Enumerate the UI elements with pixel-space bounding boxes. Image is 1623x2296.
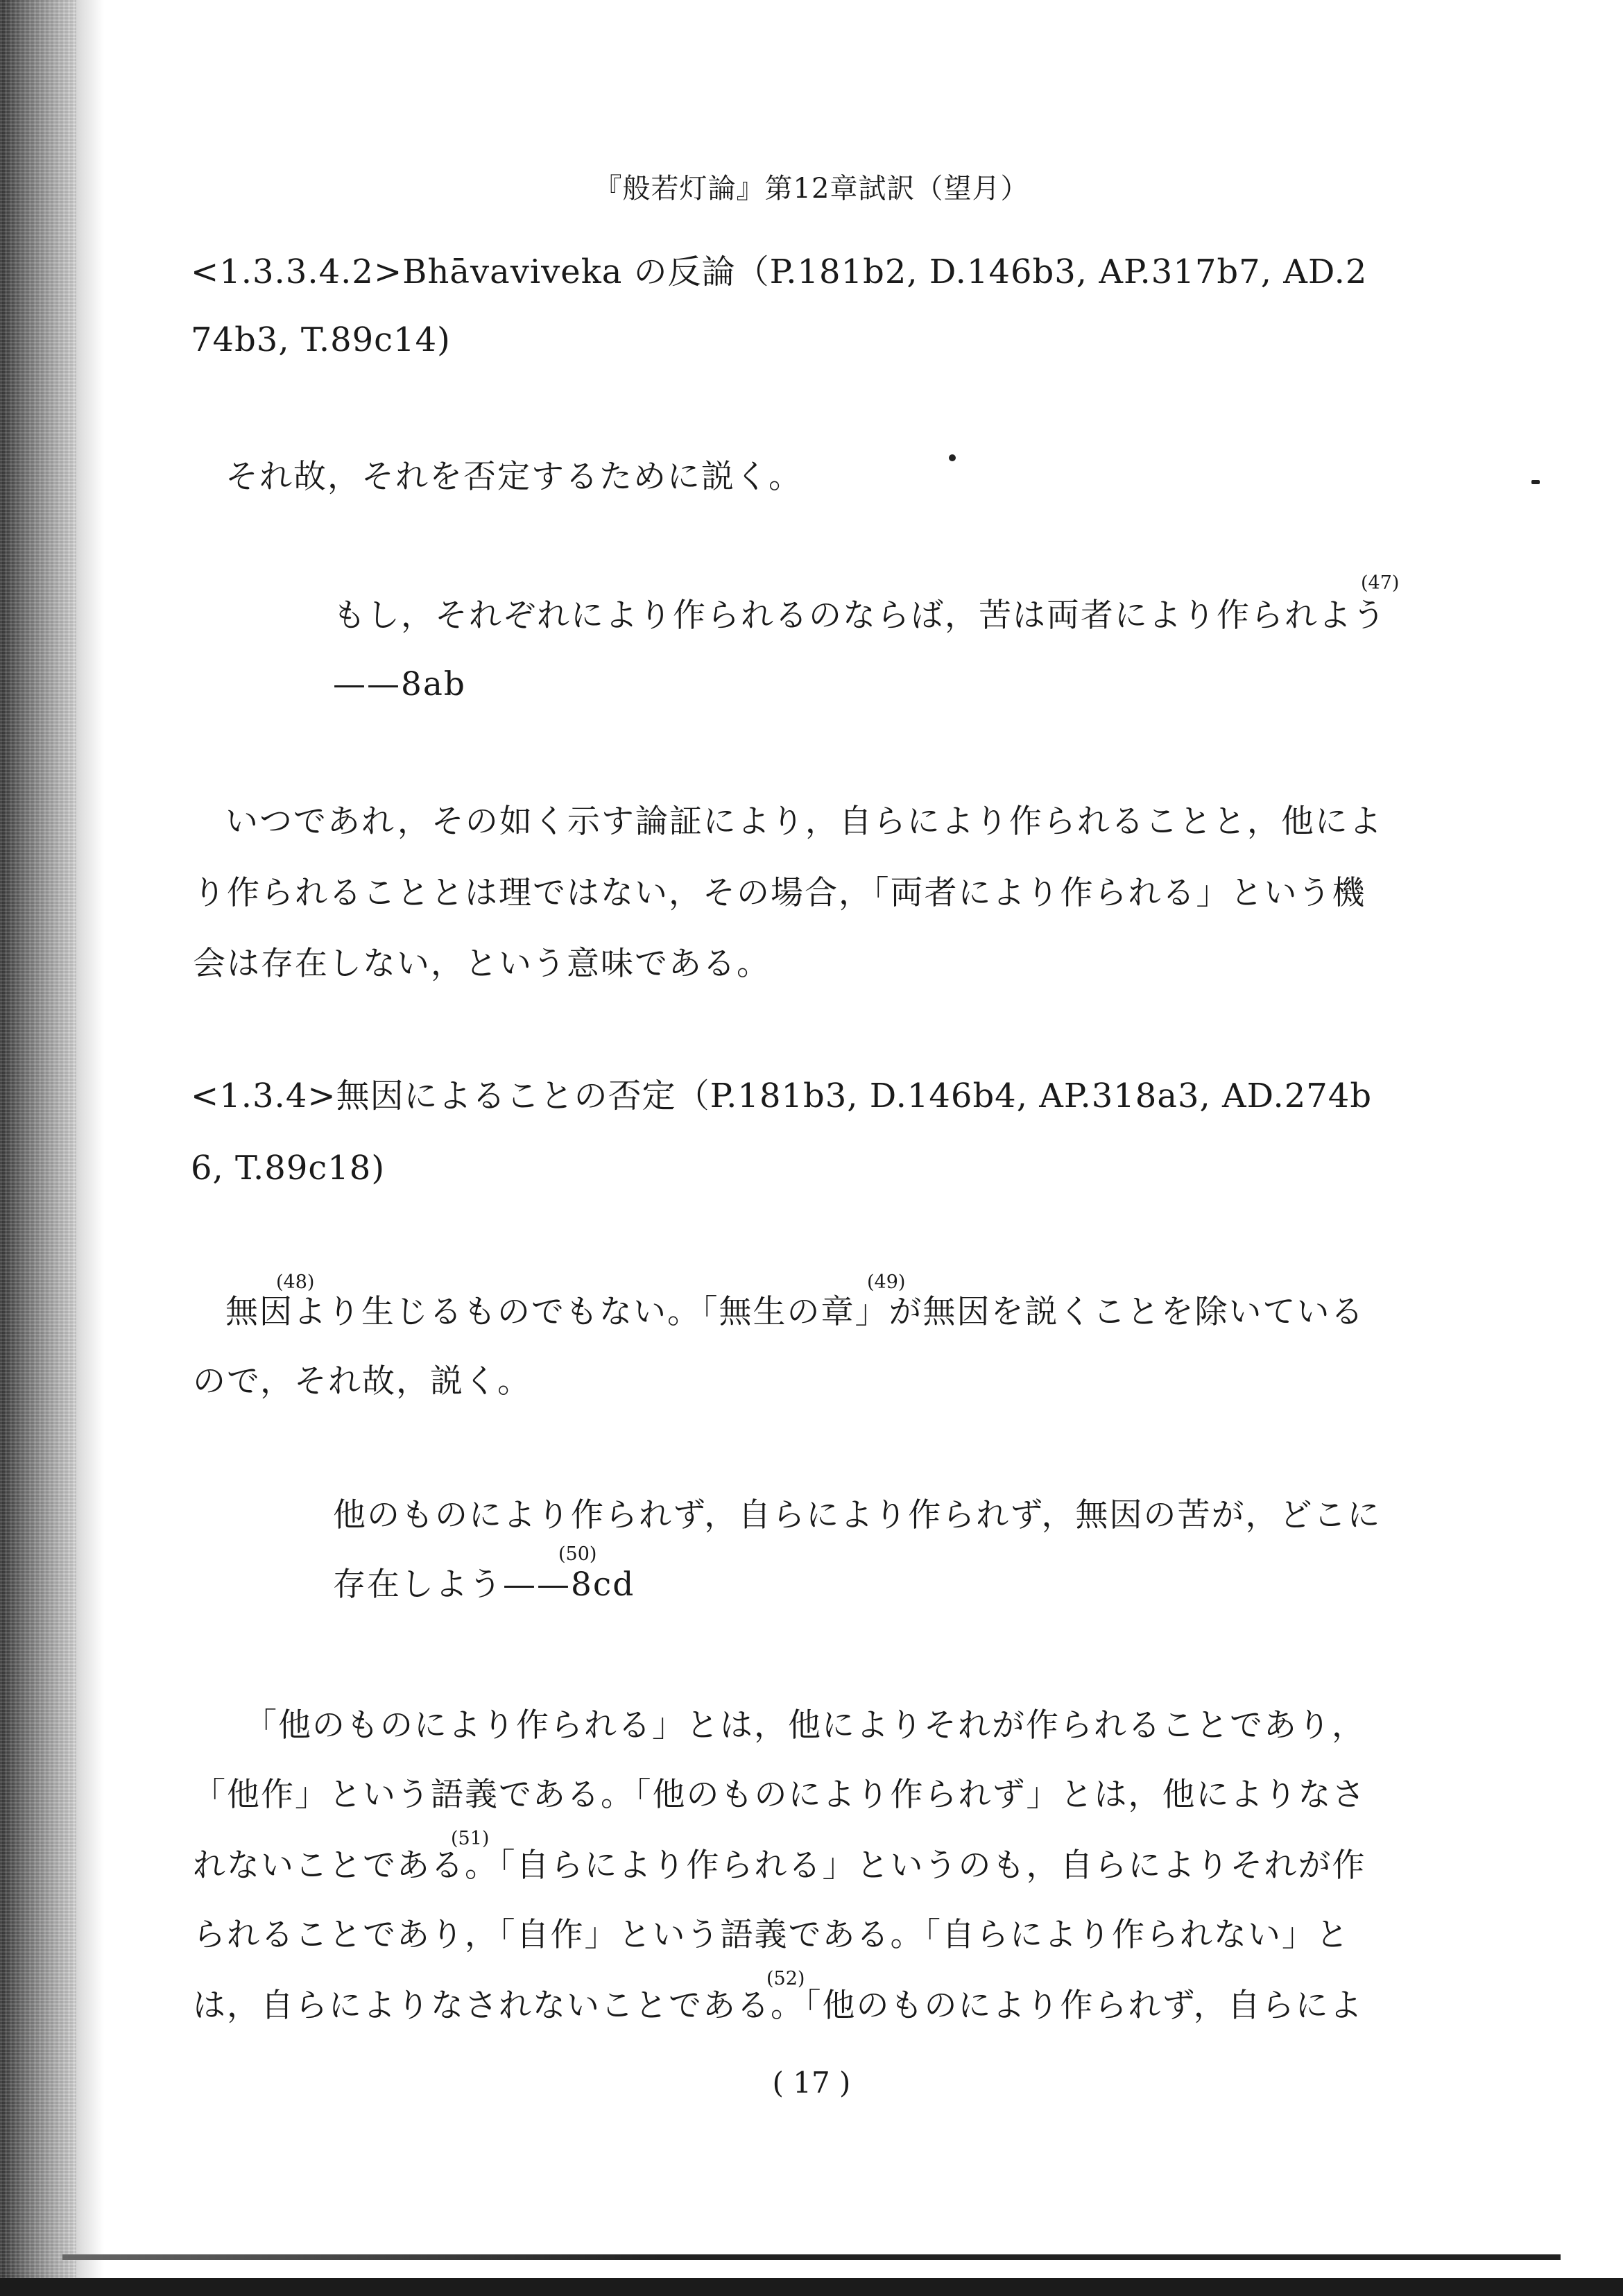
verse-line: 他のものにより作られず，自らにより作られず，無因の苦が，どこに — [333, 1496, 1382, 1534]
bottom-edge — [0, 2278, 1623, 2296]
verse-line: ——8ab — [333, 665, 467, 703]
footnote-marker: (47) — [1361, 572, 1400, 594]
scan-speck — [1531, 480, 1540, 484]
paragraph-line: 「他のものにより作られる」とは，他によりそれが作られることであり， — [244, 1706, 1366, 1745]
running-head: 『般若灯論』第12章試訳（望月） — [594, 173, 1029, 205]
section-heading-line: 6, T.89c18) — [191, 1149, 386, 1188]
paragraph-line: は，自らによりなされないことである。「他のものにより作られず，自らによ — [193, 1987, 1364, 2025]
footnote-marker: (50) — [558, 1543, 597, 1565]
section-heading-line: 74b3, T.89c14) — [191, 320, 451, 359]
paragraph-line: れないことである。「自らにより作られる」というのも，自らによりそれが作 — [193, 1847, 1366, 1885]
paragraph-line: 無因より生じるものでもない。「無生の章」が無因を説くことを除いている — [225, 1293, 1365, 1331]
paragraph-line: ので，それ故，説く。 — [193, 1362, 532, 1400]
footnote-marker: (48) — [276, 1271, 315, 1293]
paragraph-line: 会は存在しない，という意味である。 — [193, 945, 771, 983]
section-heading-line: <1.3.3.4.2>Bhāvaviveka の反論（P.181b2, D.146b3, AP.317b7, AD.2 — [191, 252, 1368, 291]
paragraph-line: り作られることとは理ではない，その場合，「両者により作られる」という機 — [193, 874, 1366, 912]
paragraph-line: それ故，それを否定するために説く。 — [225, 458, 803, 496]
section-heading-line: <1.3.4>無因によることの否定（P.181b3, D.146b4, AP.318a3, AD.274b — [191, 1077, 1373, 1115]
footnote-marker: (51) — [451, 1828, 490, 1849]
scan-speck — [949, 454, 956, 461]
bottom-rule — [62, 2254, 1561, 2260]
paragraph-line: いつであれ，その如く示す論証により，自らにより作られることと，他によ — [225, 803, 1383, 841]
scan-noise — [0, 0, 76, 2296]
paragraph-line: られることであり，「自作」という語義である。「自らにより作られない」と — [193, 1916, 1350, 1954]
verse-line: 存在しよう——8cd — [333, 1566, 635, 1604]
verse-line: もし，それぞれにより作られるのならば，苦は両者により作られよう — [333, 597, 1386, 635]
footnote-marker: (49) — [867, 1271, 906, 1293]
page-number: ( 17 ) — [772, 2066, 851, 2100]
footnote-marker: (52) — [766, 1968, 805, 1989]
paragraph-line: 「他作」という語義である。「他のものにより作られず」とは，他によりなさ — [193, 1776, 1366, 1814]
